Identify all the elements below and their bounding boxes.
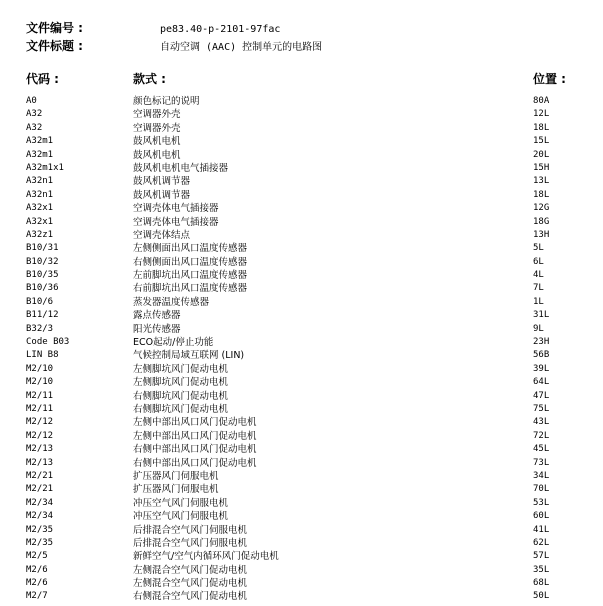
doc-number-value: pe83.40-p-2101-97fac — [160, 24, 281, 35]
table-row — [0, 376, 603, 389]
row-code: M2/21 — [26, 484, 54, 495]
row-position: 57L — [533, 551, 550, 562]
row-code: M2/6 — [26, 578, 48, 589]
row-code: A32m1x1 — [26, 162, 64, 173]
row-code: M2/7 — [26, 591, 48, 602]
row-code: B10/6 — [26, 296, 54, 307]
table-row — [0, 550, 603, 563]
table-row — [0, 537, 603, 550]
row-position: 50L — [533, 591, 550, 602]
row-position: 56B — [533, 350, 550, 361]
table-row — [0, 510, 603, 523]
row-position: 18G — [533, 216, 550, 227]
header-code: 代码 : — [26, 72, 59, 86]
row-position: 72L — [533, 430, 550, 441]
row-position: 15H — [533, 162, 550, 173]
row-description: 左前脚坑出风口温度传感器 — [133, 270, 248, 282]
row-code: A0 — [26, 96, 37, 106]
row-description: 露点传感器 — [133, 310, 181, 322]
table-row — [0, 282, 603, 295]
table-row — [0, 216, 603, 229]
row-description: 鼓风机电机 — [133, 149, 181, 161]
row-position: 70L — [533, 484, 550, 495]
row-position: 4L — [533, 270, 544, 281]
row-description: 鼓风机电机电气插接器 — [133, 162, 229, 174]
row-code: M2/13 — [26, 457, 54, 468]
row-description: 空调壳体电气插接器 — [133, 203, 219, 215]
table-row — [0, 149, 603, 162]
row-description: 左侧混合空气风门促动电机 — [133, 578, 248, 590]
row-position: 13H — [533, 229, 550, 240]
document-meta — [26, 18, 322, 54]
row-description: 气候控制局域互联网 (LIN) — [133, 350, 245, 362]
row-position: 34L — [533, 470, 550, 481]
doc-number-label: 文件编号 : — [26, 21, 83, 35]
row-description: 右前脚坑出风口温度传感器 — [133, 283, 248, 295]
table-row — [0, 577, 603, 590]
table-row — [0, 416, 603, 429]
row-code: B11/12 — [26, 310, 59, 321]
row-description: 左侧侧面出风口温度传感器 — [133, 243, 248, 255]
row-description: 扩压器风门伺服电机 — [133, 484, 219, 496]
row-description: 冲压空气风门伺服电机 — [133, 497, 229, 509]
row-code: M2/35 — [26, 524, 54, 535]
row-description: ECO起动/停止功能 — [133, 337, 214, 349]
header-pos: 位置 : — [533, 72, 566, 86]
table-row — [0, 336, 603, 349]
table-row — [0, 524, 603, 537]
row-position: 23H — [533, 337, 550, 348]
table-row — [0, 323, 603, 336]
row-position: 35L — [533, 564, 550, 575]
row-position: 1L — [533, 296, 544, 307]
row-description: 蒸发器温度传感器 — [133, 296, 210, 308]
row-position: 47L — [533, 390, 550, 401]
row-position: 5L — [533, 243, 544, 254]
row-description: 颜色标记的说明 — [133, 96, 200, 107]
table-row — [0, 483, 603, 496]
header-desc: 款式 : — [133, 72, 166, 86]
row-description: 扩压器风门伺服电机 — [133, 470, 219, 482]
row-description: 左侧中部出风口风门促动电机 — [133, 417, 257, 429]
table-row — [0, 122, 603, 135]
row-description: 空调壳体结点 — [133, 229, 191, 241]
row-code: M2/10 — [26, 377, 54, 388]
row-code: A32z1 — [26, 229, 54, 240]
row-description: 空调器外壳 — [133, 122, 181, 134]
row-description: 后排混合空气风门伺服电机 — [133, 524, 248, 536]
row-description: 左侧中部出风口风门促动电机 — [133, 430, 257, 442]
row-position: 39L — [533, 363, 550, 374]
row-code: M2/13 — [26, 444, 54, 455]
row-code: B10/31 — [26, 243, 59, 254]
row-description: 后排混合空气风门伺服电机 — [133, 537, 248, 549]
row-code: M2/12 — [26, 417, 54, 428]
row-code: A32x1 — [26, 203, 54, 214]
row-code: A32n1 — [26, 176, 54, 187]
row-code: Code B03 — [26, 337, 70, 348]
row-description: 冲压空气风门伺服电机 — [133, 511, 229, 523]
row-code: A32 — [26, 109, 43, 120]
row-position: 53L — [533, 497, 550, 508]
row-position: 45L — [533, 444, 550, 455]
row-description: 右侧脚坑风门促动电机 — [133, 403, 229, 415]
row-position: 18L — [533, 189, 550, 200]
row-position: 18L — [533, 122, 550, 133]
row-description: 新鲜空气/空气内循环风门促动电机 — [133, 551, 279, 563]
row-position: 6L — [533, 256, 544, 267]
row-position: 43L — [533, 417, 550, 428]
table-row — [0, 349, 603, 362]
table-row — [0, 242, 603, 255]
row-position: 68L — [533, 578, 550, 589]
table-row — [0, 390, 603, 403]
table-row — [0, 108, 603, 121]
row-position: 12L — [533, 109, 550, 120]
table-row — [0, 430, 603, 443]
row-code: LIN B8 — [26, 350, 59, 361]
row-position: 75L — [533, 403, 550, 414]
table-row — [0, 229, 603, 242]
table-row — [0, 403, 603, 416]
row-position: 12G — [533, 203, 550, 214]
row-code: B32/3 — [26, 323, 54, 334]
table-row — [0, 95, 603, 108]
row-position: 64L — [533, 377, 550, 388]
row-description: 空调器外壳 — [133, 109, 181, 121]
table-row — [0, 296, 603, 309]
table-row — [0, 256, 603, 269]
row-position: 20L — [533, 149, 550, 160]
doc-title-row — [26, 36, 322, 54]
table-row — [0, 202, 603, 215]
table-row — [0, 363, 603, 376]
table-row — [0, 269, 603, 282]
table-row — [0, 590, 603, 603]
row-position: 13L — [533, 176, 550, 187]
row-code: A32x1 — [26, 216, 54, 227]
row-description: 左侧脚坑风门促动电机 — [133, 377, 229, 389]
table-row — [0, 135, 603, 148]
row-position: 73L — [533, 457, 550, 468]
row-description: 右侧脚坑风门促动电机 — [133, 390, 229, 402]
doc-number-row — [26, 18, 322, 36]
row-description: 空调壳体电气插接器 — [133, 216, 219, 228]
row-code: A32 — [26, 122, 43, 133]
row-position: 80A — [533, 96, 550, 106]
doc-title-value: 自动空调 (AAC) 控制单元的电路图 — [160, 42, 323, 53]
row-code: M2/11 — [26, 403, 54, 414]
table-row — [0, 162, 603, 175]
table-row — [0, 457, 603, 470]
row-code: A32m1 — [26, 149, 54, 160]
row-code: B10/32 — [26, 256, 59, 267]
row-code: M2/6 — [26, 564, 48, 575]
table-row — [0, 564, 603, 577]
row-code: A32n1 — [26, 189, 54, 200]
row-position: 9L — [533, 323, 544, 334]
doc-title-label: 文件标题 : — [26, 39, 83, 53]
row-position: 31L — [533, 310, 550, 321]
row-description: 右侧混合空气风门促动电机 — [133, 591, 248, 603]
row-description: 左侧脚坑风门促动电机 — [133, 363, 229, 375]
row-code: M2/12 — [26, 430, 54, 441]
table-row — [0, 175, 603, 188]
table-row — [0, 189, 603, 202]
row-code: M2/35 — [26, 537, 54, 548]
table-row — [0, 443, 603, 456]
row-position: 7L — [533, 283, 544, 294]
row-description: 鼓风机调节器 — [133, 176, 191, 188]
row-position: 15L — [533, 136, 550, 147]
component-table — [0, 95, 603, 604]
row-code: B10/36 — [26, 283, 59, 294]
row-code: M2/34 — [26, 497, 54, 508]
row-code: M2/10 — [26, 363, 54, 374]
row-code: A32m1 — [26, 136, 54, 147]
row-code: M2/21 — [26, 470, 54, 481]
row-code: B10/35 — [26, 270, 59, 281]
table-row — [0, 309, 603, 322]
table-header — [0, 70, 603, 88]
row-code: M2/11 — [26, 390, 54, 401]
row-code: M2/5 — [26, 551, 48, 562]
table-row — [0, 497, 603, 510]
row-description: 鼓风机电机 — [133, 136, 181, 148]
row-description: 右侧中部出风口风门促动电机 — [133, 444, 257, 456]
row-position: 60L — [533, 511, 550, 522]
row-description: 右侧侧面出风口温度传感器 — [133, 256, 248, 268]
row-code: M2/34 — [26, 511, 54, 522]
table-row — [0, 470, 603, 483]
row-description: 鼓风机调节器 — [133, 189, 191, 201]
row-description: 左侧混合空气风门促动电机 — [133, 564, 248, 576]
row-position: 62L — [533, 537, 550, 548]
row-position: 41L — [533, 524, 550, 535]
row-description: 右侧中部出风口风门促动电机 — [133, 457, 257, 469]
row-description: 阳光传感器 — [133, 323, 181, 335]
